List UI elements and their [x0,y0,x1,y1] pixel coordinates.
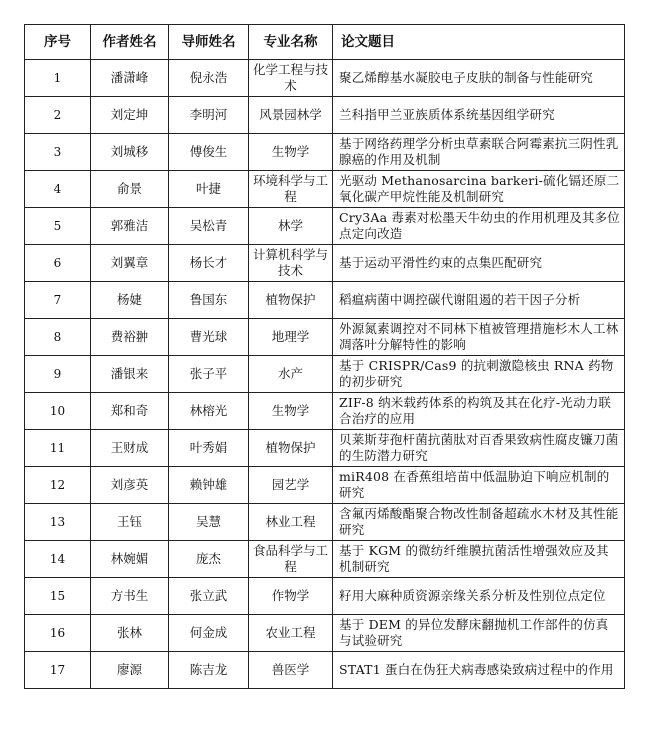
cell-title: 外源氮素调控对不同林下植被管理措施杉木人工林凋落叶分解特性的影响 [333,319,625,356]
cell-major: 风景园林学 [249,97,333,134]
cell-major: 园艺学 [249,467,333,504]
cell-number: 6 [25,245,91,282]
cell-major: 生物学 [249,134,333,171]
cell-title: 基于 DEM 的异位发酵床翻抛机工作部件的仿真与试验研究 [333,615,625,652]
cell-advisor: 陈吉龙 [169,652,249,689]
cell-advisor: 吴松青 [169,208,249,245]
cell-author: 潘潇峰 [91,60,169,97]
cell-advisor: 张子平 [169,356,249,393]
cell-advisor: 吴慧 [169,504,249,541]
cell-title: miR408 在香蕉组培苗中低温胁迫下响应机制的研究 [333,467,625,504]
cell-advisor: 叶捷 [169,171,249,208]
table-row [25,319,625,356]
cell-major: 地理学 [249,319,333,356]
table-row [25,430,625,467]
cell-number: 12 [25,467,91,504]
cell-major: 环境科学与工程 [249,171,333,208]
cell-number: 14 [25,541,91,578]
table-row [25,60,625,97]
cell-author: 方书生 [91,578,169,615]
thesis-table [24,24,625,689]
table-row [25,615,625,652]
cell-major: 植物保护 [249,282,333,319]
cell-number: 2 [25,97,91,134]
header-author: 作者姓名 [91,25,169,60]
cell-author: 郭雅洁 [91,208,169,245]
header-row [25,25,625,60]
cell-title: 聚乙烯醇基水凝胶电子皮肤的制备与性能研究 [333,60,625,97]
cell-author: 俞景 [91,171,169,208]
table-row [25,171,625,208]
cell-number: 11 [25,430,91,467]
header-major: 专业名称 [249,25,333,60]
cell-major: 兽医学 [249,652,333,689]
table-row [25,652,625,689]
table-row [25,134,625,171]
table-row [25,282,625,319]
cell-author: 林婉媚 [91,541,169,578]
cell-major: 植物保护 [249,430,333,467]
cell-author: 潘银来 [91,356,169,393]
cell-major: 林学 [249,208,333,245]
cell-number: 15 [25,578,91,615]
cell-advisor: 庞杰 [169,541,249,578]
cell-author: 刘彦英 [91,467,169,504]
table-row [25,541,625,578]
cell-number: 7 [25,282,91,319]
cell-number: 16 [25,615,91,652]
cell-author: 杨婕 [91,282,169,319]
table-row [25,393,625,430]
cell-title: 稻瘟病菌中调控碳代谢阻遏的若干因子分析 [333,282,625,319]
cell-author: 王财成 [91,430,169,467]
table-header [25,25,625,60]
cell-number: 1 [25,60,91,97]
cell-advisor: 张立武 [169,578,249,615]
cell-author: 刘城移 [91,134,169,171]
cell-advisor: 傅俊生 [169,134,249,171]
header-number: 序号 [25,25,91,60]
cell-advisor: 杨长才 [169,245,249,282]
cell-title: STAT1 蛋白在伪狂犬病毒感染致病过程中的作用 [333,652,625,689]
table-row [25,208,625,245]
cell-major: 农业工程 [249,615,333,652]
cell-major: 食品科学与工程 [249,541,333,578]
header-title: 论文题目 [333,25,625,60]
cell-author: 郑和奇 [91,393,169,430]
table-row [25,245,625,282]
cell-title: 基于 KGM 的微纺纤维膜抗菌活性增强效应及其机制研究 [333,541,625,578]
cell-number: 8 [25,319,91,356]
table-row [25,356,625,393]
table-row [25,467,625,504]
table-row [25,97,625,134]
cell-number: 10 [25,393,91,430]
cell-number: 17 [25,652,91,689]
cell-title: 贝莱斯芽孢杆菌抗菌肽对百香果致病性腐皮镰刀菌的生防潜力研究 [333,430,625,467]
cell-title: Cry3Aa 毒素对松墨天牛幼虫的作用机理及其多位点定向改造 [333,208,625,245]
cell-advisor: 鲁国东 [169,282,249,319]
cell-title: 光驱动 Methanosarcina barkeri-硫化镉还原二氧化碳产甲烷性能及机制研究 [333,171,625,208]
cell-author: 张林 [91,615,169,652]
cell-major: 作物学 [249,578,333,615]
cell-author: 刘定坤 [91,97,169,134]
cell-author: 廖源 [91,652,169,689]
table-row [25,504,625,541]
cell-advisor: 倪永浩 [169,60,249,97]
cell-title: 基于运动平滑性约束的点集匹配研究 [333,245,625,282]
cell-number: 3 [25,134,91,171]
cell-major: 计算机科学与技术 [249,245,333,282]
cell-title: 基于 CRISPR/Cas9 的抗刺激隐核虫 RNA 药物的初步研究 [333,356,625,393]
cell-number: 4 [25,171,91,208]
cell-major: 林业工程 [249,504,333,541]
cell-major: 化学工程与技术 [249,60,333,97]
cell-advisor: 赖钟雄 [169,467,249,504]
table-body [25,60,625,689]
cell-author: 费裕翀 [91,319,169,356]
cell-title: 兰科指甲兰亚族质体系统基因组学研究 [333,97,625,134]
table-row [25,578,625,615]
cell-title: ZIF-8 纳米载药体系的构筑及其在化疗-光动力联合治疗的应用 [333,393,625,430]
cell-title: 基于网络药理学分析虫草素联合阿霉素抗三阴性乳腺癌的作用及机制 [333,134,625,171]
cell-title: 籽用大麻种质资源亲缘关系分析及性别位点定位 [333,578,625,615]
cell-number: 5 [25,208,91,245]
cell-advisor: 李明河 [169,97,249,134]
cell-number: 9 [25,356,91,393]
cell-title: 含氟丙烯酸酯聚合物改性制备超疏水木材及其性能研究 [333,504,625,541]
header-advisor: 导师姓名 [169,25,249,60]
cell-author: 王钰 [91,504,169,541]
cell-number: 13 [25,504,91,541]
cell-major: 水产 [249,356,333,393]
cell-advisor: 何金成 [169,615,249,652]
cell-advisor: 林榕光 [169,393,249,430]
cell-author: 刘翼章 [91,245,169,282]
cell-advisor: 叶秀娟 [169,430,249,467]
cell-advisor: 曹光球 [169,319,249,356]
cell-major: 生物学 [249,393,333,430]
